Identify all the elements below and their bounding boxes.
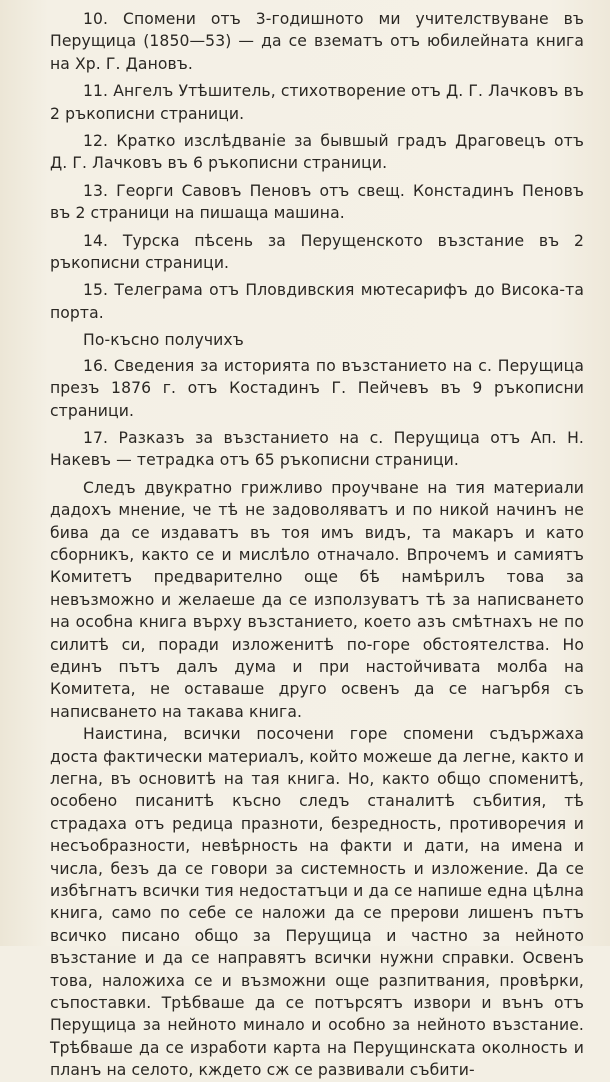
item-text: Ангелъ Утѣшитель, стихотворение отъ Д. Г. Лачковъ въ 2 ръкописни страници.	[50, 82, 584, 123]
later-received-heading: По-късно получихъ	[83, 331, 244, 350]
item-text: Георги Савовъ Пеновъ отъ свещ. Констадинъ Пеновъ въ 2 страници на пишаща машина.	[50, 181, 584, 223]
item-number: 14.	[83, 231, 109, 250]
item-number: 11.	[83, 82, 109, 101]
list-item-11	[50, 80, 584, 125]
item-number: 15.	[83, 281, 109, 300]
list-item-15	[50, 279, 584, 324]
item-number: 16.	[83, 356, 109, 375]
item-text: Кратко изслѣдваніе за бывшый градъ Драговецъ отъ Д. Г. Лачковъ въ 6 ръкописни страници.	[50, 132, 584, 173]
item-number: 13.	[83, 181, 109, 200]
list-item-13	[50, 180, 584, 225]
list-item-12	[50, 130, 584, 175]
body-paragraph-1: Следъ двукратно грижливо проучване на тия материали дадохъ мнение, че тѣ не задоволяватъ и по никой начинъ не бива да се издаватъ въ тоя имъ видъ, та макаръ и като сборникъ, както се и мислѣло отначало. Впрочемъ и самиятъ Комитетъ предварително още бѣ намѣрилъ това за невъзможно и желаеше да се използуватъ тѣ за написването на особна книга върху възстанието, което азъ смѣтнахъ не по силитѣ си, поради изложенитѣ по-горе обстоятелства. Но единъ пътъ далъ дума и при настойчивата молба на Комитета, не оставаше друго освенъ да се нагърбя съ написването на такава книга.	[50, 478, 584, 721]
list-item-14	[50, 230, 584, 275]
item-text: Разказъ за възстанието на с. Перущица отъ Ап. Н. Накевъ — тетрадка отъ 65 ръкописни страници.	[50, 428, 584, 470]
item-number: 17.	[83, 428, 109, 447]
item-number: 12.	[83, 132, 109, 151]
item-text: Турска пѣсень за Перущенското възстание въ 2 ръкописни страници.	[50, 231, 584, 273]
item-text: Спомени отъ 3-годишното ми учителствуване въ Перущица (1850—53) — да се взематъ отъ юбилейната книга на Хр. Г. Дановъ.	[50, 10, 585, 73]
list-item-10	[50, 8, 584, 75]
list-item-17	[50, 427, 584, 472]
item-text: Сведения за историята по възстанието на с. Перущица презъ 1876 г. отъ Костадинъ Г. Пейчевъ въ 9 ръкописни страници.	[50, 356, 584, 420]
body-paragraph-2: Наистина, всички посочени горе спомени съдържаха доста фактически материалъ, който можеше да легне, както и легна, въ основитѣ на тая книга. Но, както общо споменитѣ, особено писанитѣ късно следъ станалитѣ събития, тѣ страдаха отъ редица празноти, безредность, противоречия и несъобразности, невѣрность на факти и дати, на имена и числа, безъ да се говори за системность и изложение. Да се избѣгнатъ всички тия недостатъци и да се напише една цѣлна книга, само по себе се наложи да се прерови лишенъ пътъ всичко писано общо за Перущица и частно за нейното възстание и да се направятъ всички нужни справки. Освенъ това, наложиха се и възможни още разпитвания, провѣрки, съпоставки. Трѣбваше да се потърсятъ извори и вънъ отъ Перущица за нейното минало и особно за нейното възстание. Трѣбваше да се изработи карта на Перущинската околность и планъ на селото, кждето сж се развивали събити-	[50, 725, 584, 1080]
list-item-16	[50, 355, 584, 422]
item-number: 10.	[83, 10, 109, 28]
item-text: Телеграма отъ Пловдивския мютесарифъ до Висока-та порта.	[50, 281, 584, 322]
